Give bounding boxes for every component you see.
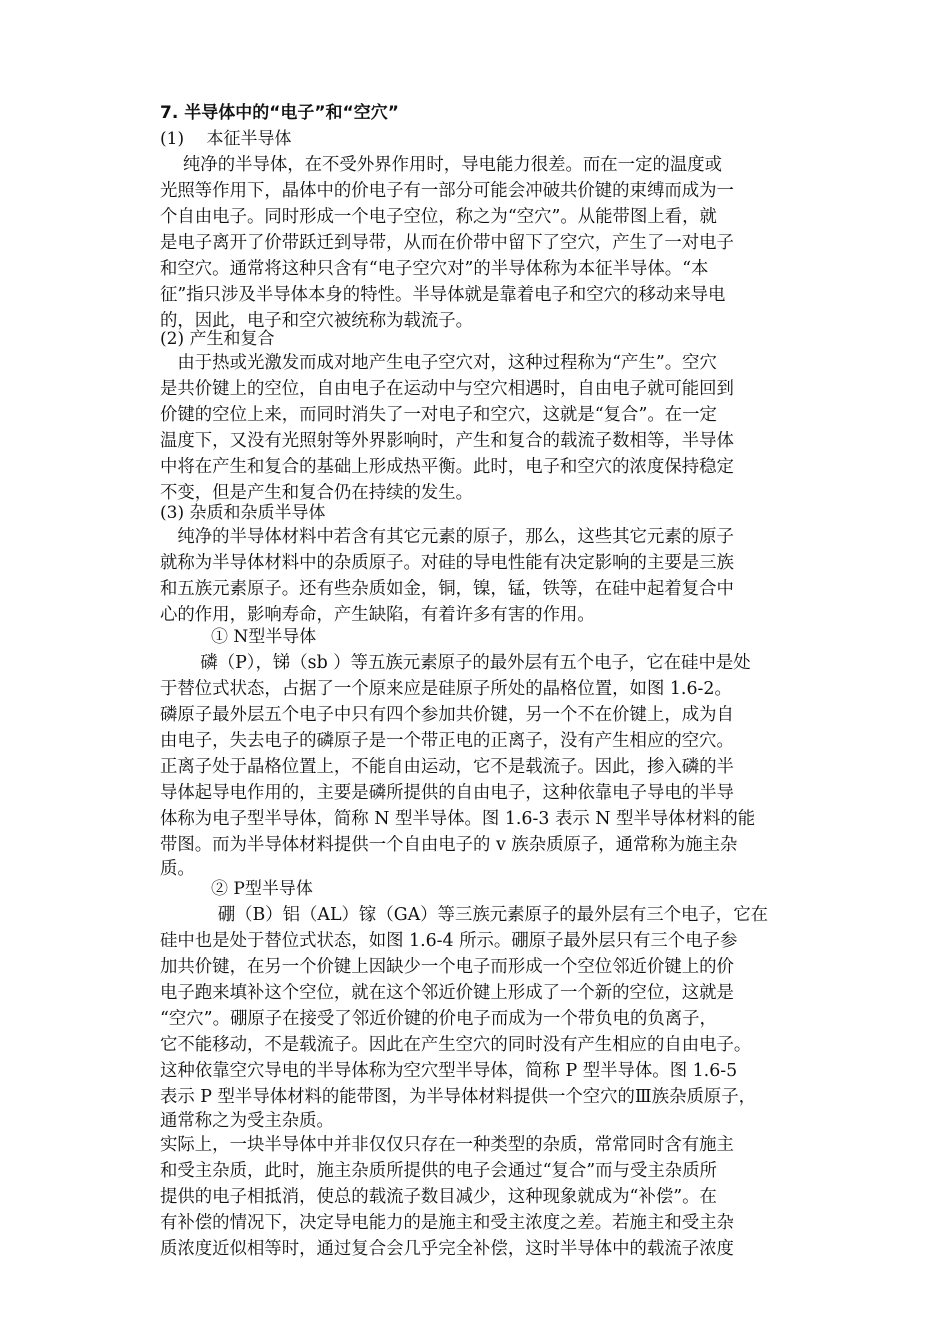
text-line: 个自由电子。同时形成一个电子空位，称之为“空穴”。从能带图上看，就 <box>160 207 717 227</box>
section-title: 7. 半导体中的“电子”和“空穴” <box>160 103 399 123</box>
text-line: 价键的空位上来，而同时消失了一对电子和空穴，这就是“复合”。在一定 <box>160 405 717 425</box>
text-line: 和空穴。通常将这种只含有“电子空穴对”的半导体称为本征半导体。“本 <box>160 259 709 279</box>
text-line: 和五族元素原子。还有些杂质如金，铜，镍，锰，铁等，在硅中起着复合中 <box>160 579 734 599</box>
subheading-intrinsic: (1) 本征半导体 <box>160 129 292 149</box>
text-line: 纯净的半导体，在不受外界作用时，导电能力很差。而在一定的温度或 <box>160 155 723 175</box>
text-line: 磷（P），锑（sb ）等五族元素原子的最外层有五个电子，它在硅中是处 <box>160 653 751 673</box>
text-line: 由于热或光激发而成对地产生电子空穴对，这种过程称为“产生”。空穴 <box>160 353 717 373</box>
text-line: 于替位式状态，占据了一个原来应是硅原子所处的晶格位置，如图 1.6-2。 <box>160 679 732 699</box>
text-line: 通常称之为受主杂质。 <box>160 1111 334 1131</box>
text-line: 实际上，一块半导体中并非仅仅只存在一种类型的杂质，常常同时含有施主 <box>160 1135 734 1155</box>
text-line: 有补偿的情况下，决定导电能力的是施主和受主浓度之差。若施主和受主杂 <box>160 1213 734 1233</box>
text-line: 就称为半导体材料中的杂质原子。对硅的导电性能有决定影响的主要是三族 <box>160 553 734 573</box>
text-line: 质浓度近似相等时，通过复合会几乎完全补偿，这时半导体中的载流子浓度 <box>160 1239 734 1259</box>
text-line: 它不能移动，不是载流子。因此在产生空穴的同时没有产生相应的自由电子。 <box>160 1035 752 1055</box>
text-line: 的，因此，电子和空穴被统称为载流子。 <box>160 311 474 331</box>
text-line: 磷原子最外层五个电子中只有四个参加共价键，另一个不在价键上，成为自 <box>160 705 734 725</box>
subheading-p-type: ② P型半导体 <box>160 879 313 899</box>
text-line: 体称为电子型半导体，简称 N 型半导体。图 1.6-3 表示 N 型半导体材料的能 <box>160 809 756 829</box>
text-line: 这种依靠空穴导电的半导体称为空穴型半导体，简称 P 型半导体。图 1.6-5 <box>160 1061 738 1081</box>
text-line: 带图。而为半导体材料提供一个自由电子的 v 族杂质原子，通常称为施主杂 <box>160 835 738 855</box>
text-line: 正离子处于晶格位置上，不能自由运动，它不是载流子。因此，掺入磷的半 <box>160 757 734 777</box>
text-line: 质。 <box>160 859 195 879</box>
text-line: 硼（B）铝（AL）镓（GA）等三族元素原子的最外层有三个电子，它在 <box>160 905 768 925</box>
subheading-impurity: (3) 杂质和杂质半导体 <box>160 503 326 523</box>
text-line: 加共价键，在另一个价键上因缺少一个电子而形成一个空位邻近价键上的价 <box>160 957 734 977</box>
text-line: 征”指只涉及半导体本身的特性。半导体就是靠着电子和空穴的移动来导电 <box>160 285 726 305</box>
text-line: 温度下，又没有光照射等外界影响时，产生和复合的载流子数相等，半导体 <box>160 431 734 451</box>
text-line: 是共价键上的空位，自由电子在运动中与空穴相遇时，自由电子就可能回到 <box>160 379 734 399</box>
text-line: 提供的电子相抵消，使总的载流子数目减少，这种现象就成为“补偿”。在 <box>160 1187 717 1207</box>
text-line: 导体起导电作用的，主要是磷所提供的自由电子，这种依靠电子导电的半导 <box>160 783 734 803</box>
text-line: 心的作用，影响寿命，产生缺陷，有着许多有害的作用。 <box>160 605 595 625</box>
text-line: 和受主杂质，此时，施主杂质所提供的电子会通过“复合”而与受主杂质所 <box>160 1161 717 1181</box>
subheading-generation: (2) 产生和复合 <box>160 329 275 349</box>
subheading-n-type: ① N型半导体 <box>160 627 317 647</box>
text-line: 硅中也是处于替位式状态，如图 1.6-4 所示。硼原子最外层只有三个电子参 <box>160 931 738 951</box>
text-line: 不变，但是产生和复合仍在持续的发生。 <box>160 483 474 503</box>
text-line: 是电子离开了价带跃迁到导带，从而在价带中留下了空穴，产生了一对电子 <box>160 233 734 253</box>
text-line: 电子跑来填补这个空位，就在这个邻近价键上形成了一个新的空位，这就是 <box>160 983 734 1003</box>
text-line: 纯净的半导体材料中若含有其它元素的原子，那么，这些其它元素的原子 <box>160 527 734 547</box>
text-line: 由电子，失去电子的磷原子是一个带正电的正离子，没有产生相应的空穴。 <box>160 731 734 751</box>
text-line: 中将在产生和复合的基础上形成热平衡。此时，电子和空穴的浓度保持稳定 <box>160 457 734 477</box>
text-line: 表示 P 型半导体材料的能带图，为半导体材料提供一个空穴的Ⅲ族杂质原子， <box>160 1087 757 1107</box>
text-line: 光照等作用下，晶体中的价电子有一部分可能会冲破共价键的束缚而成为一 <box>160 181 734 201</box>
text-line: “空穴”。硼原子在接受了邻近价键的价电子而成为一个带负电的负离子， <box>160 1009 717 1029</box>
